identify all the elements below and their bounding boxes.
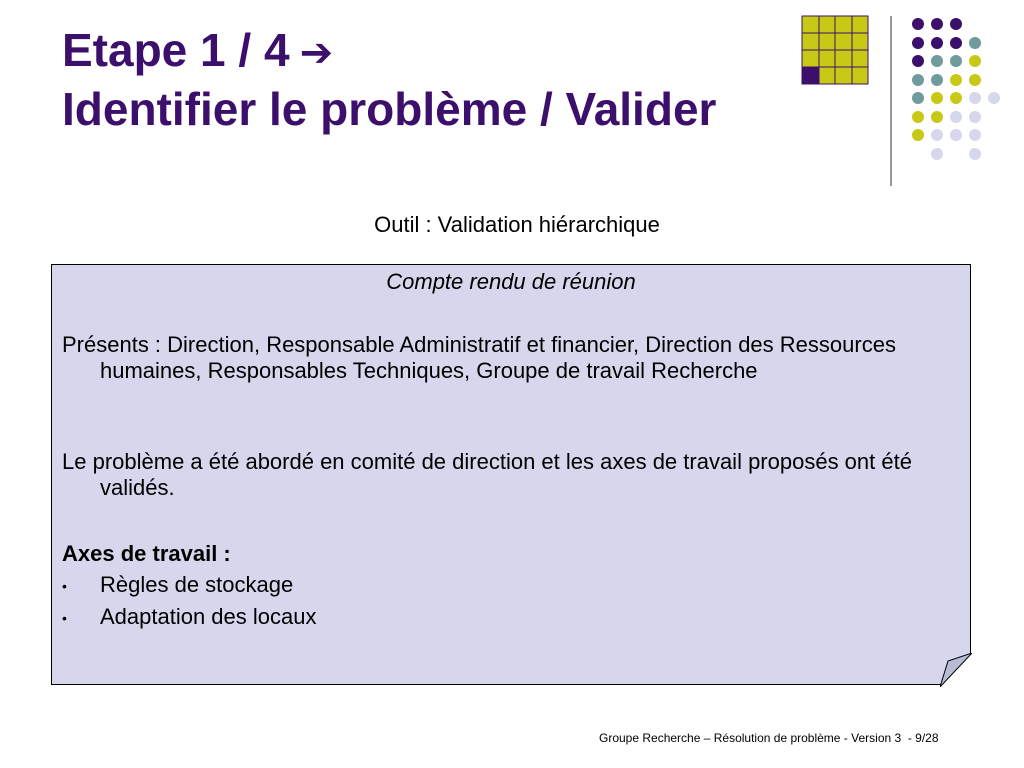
tool-subtitle: Outil : Validation hiérarchique [374,212,660,237]
title-main: Identifier le problème / Valider [62,83,717,135]
card-heading: Compte rendu de réunion [386,269,636,294]
bullet-icon: • [62,610,67,627]
title-step: Etape 1 / 4 [62,24,290,76]
attendees-paragraph: Présents : Direction, Responsable Administratif et financier, Direction des Ressources humaines, Responsables Techniques, Groupe de travail Recherche [62,332,896,383]
bullet-icon: • [62,578,67,595]
page-curl-icon [940,653,972,687]
axes-heading: Axes de travail : [62,541,231,566]
meeting-report-card [51,264,971,685]
slide-title [62,22,862,137]
yellow-grid-icon [802,16,868,84]
footer-text: Groupe Recherche – Résolution de problème - Version 3 - 9/28 [599,731,939,745]
arrow-right-icon: ➔ [299,31,334,75]
dot-pattern-icon [912,18,1000,160]
problem-paragraph: Le problème a été abordé en comité de direction et les axes de travail proposés ont été validés. [62,449,912,500]
axis-item-label: Règles de stockage [100,572,294,597]
list-item [62,604,317,631]
decorative-grid-dots [800,14,1000,194]
list-item [62,572,293,599]
axis-item-label: Adaptation des locaux [100,604,317,629]
